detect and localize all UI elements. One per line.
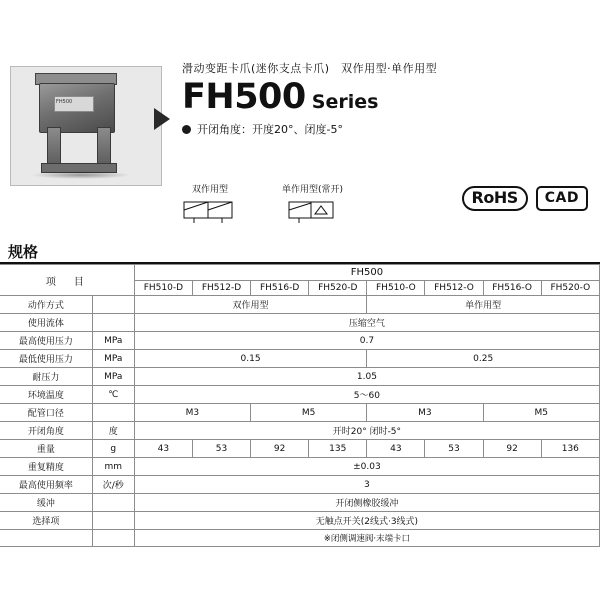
single-acting-symbol-icon [283, 198, 343, 224]
table-row [0, 440, 600, 458]
table-cell: 压缩空气 [134, 314, 599, 332]
table-cell: 0.7 [134, 332, 599, 350]
certification-badges [462, 186, 588, 211]
table-cell: 开时20° 闭时-5° [134, 422, 599, 440]
series-title [182, 77, 590, 117]
row-label: 动作方式 [0, 296, 92, 314]
table-cell: M3 [367, 404, 483, 422]
circuit-symbols [180, 182, 343, 224]
cad-badge: CAD [536, 186, 588, 211]
table-cell: 单作用型 [367, 296, 600, 314]
table-cell: M5 [251, 404, 367, 422]
column-header-model: FH512-D [192, 281, 250, 296]
table-cell: 开闭侧橡胶缓冲 [134, 494, 599, 512]
row-unit [92, 314, 134, 332]
table-cell: 双作用型 [134, 296, 367, 314]
table-row [0, 314, 600, 332]
series-number: FH500 [182, 77, 306, 117]
table-row [0, 512, 600, 530]
row-label: 耐压力 [0, 368, 92, 386]
column-header-model: FH512-O [425, 281, 483, 296]
table-row [0, 404, 600, 422]
row-unit: MPa [92, 332, 134, 350]
title-area [162, 60, 590, 137]
row-label: 选择项 [0, 512, 92, 530]
column-header-model: FH510-D [134, 281, 192, 296]
table-cell: M3 [134, 404, 250, 422]
photo-label: FH500 [54, 96, 94, 112]
row-unit: MPa [92, 350, 134, 368]
table-cell: 92 [483, 440, 541, 458]
series-word: Series [311, 91, 379, 113]
table-row [0, 350, 600, 368]
table-cell: 92 [251, 440, 309, 458]
row-label: 重量 [0, 440, 92, 458]
table-row [0, 422, 600, 440]
row-label: 开闭角度 [0, 422, 92, 440]
table-cell: 0.25 [367, 350, 600, 368]
circuit-double-acting [180, 182, 240, 224]
row-unit: MPa [92, 368, 134, 386]
table-cell: 无触点开关(2线式·3线式) [134, 512, 599, 530]
table-row [0, 296, 600, 314]
table-cell: 43 [134, 440, 192, 458]
table-cell: 43 [367, 440, 425, 458]
photo-body [39, 83, 115, 133]
column-header-model: FH520-D [309, 281, 367, 296]
circuit-caption: 单作用型(常开) [282, 185, 344, 195]
table-cell: 0.15 [134, 350, 367, 368]
table-row [0, 530, 600, 547]
photo-shadow [31, 171, 131, 179]
rohs-badge: RoHS [462, 186, 528, 211]
column-header-model: FH520-O [541, 281, 599, 296]
row-label: 最高使用压力 [0, 332, 92, 350]
table-cell: 3 [134, 476, 599, 494]
header [0, 0, 600, 170]
row-label: 配管口径 [0, 404, 92, 422]
product-photo [10, 66, 162, 186]
row-unit [92, 512, 134, 530]
row-unit: g [92, 440, 134, 458]
row-label: 环境温度 [0, 386, 92, 404]
row-unit: ℃ [92, 386, 134, 404]
table-row [0, 386, 600, 404]
column-header-model: FH510-O [367, 281, 425, 296]
column-header-model: FH516-D [251, 281, 309, 296]
circuit-caption: 双作用型 [191, 185, 228, 195]
table-row [0, 476, 600, 494]
table-row [0, 332, 600, 350]
column-header-model: FH516-O [483, 281, 541, 296]
table-cell: ±0.03 [134, 458, 599, 476]
row-unit: mm [92, 458, 134, 476]
arrow-marker-icon [154, 108, 170, 130]
table-row [0, 458, 600, 476]
row-label: 最高使用频率 [0, 476, 92, 494]
table-row [0, 494, 600, 512]
angle-spec-line [182, 121, 590, 137]
row-unit [92, 404, 134, 422]
table-header-row [0, 265, 600, 281]
table-row [0, 368, 600, 386]
table-cell: M5 [483, 404, 599, 422]
row-unit [92, 296, 134, 314]
row-label: 缓冲 [0, 494, 92, 512]
row-label [0, 530, 92, 547]
column-header-series: FH500 [134, 265, 599, 281]
row-label: 最低使用压力 [0, 350, 92, 368]
row-label: 使用流体 [0, 314, 92, 332]
table-cell: 136 [541, 440, 599, 458]
table-cell: 53 [425, 440, 483, 458]
table-cell: 1.05 [134, 368, 599, 386]
table-cell: 53 [192, 440, 250, 458]
circuit-single-acting [282, 182, 343, 224]
table-cell: 5～60 [134, 386, 599, 404]
angle-spec-text: 开闭角度：开度20°、闭度-5° [197, 123, 343, 136]
spec-heading: 规格 [8, 243, 39, 261]
specification-table [0, 264, 600, 547]
bullet-icon [182, 125, 191, 134]
table-cell: ※闭侧调速阀·末端卡口 [134, 530, 599, 547]
column-header-item: 项 目 [0, 265, 134, 296]
table-body [0, 296, 600, 547]
row-unit [92, 494, 134, 512]
table-cell: 135 [309, 440, 367, 458]
product-subtitle: 滑动变距卡爪(迷你支点卡爪) 双作用型·单作用型 [182, 62, 438, 75]
row-label: 重复精度 [0, 458, 92, 476]
row-unit [92, 530, 134, 547]
double-acting-symbol-icon [180, 198, 240, 224]
row-unit: 次/秒 [92, 476, 134, 494]
row-unit: 度 [92, 422, 134, 440]
